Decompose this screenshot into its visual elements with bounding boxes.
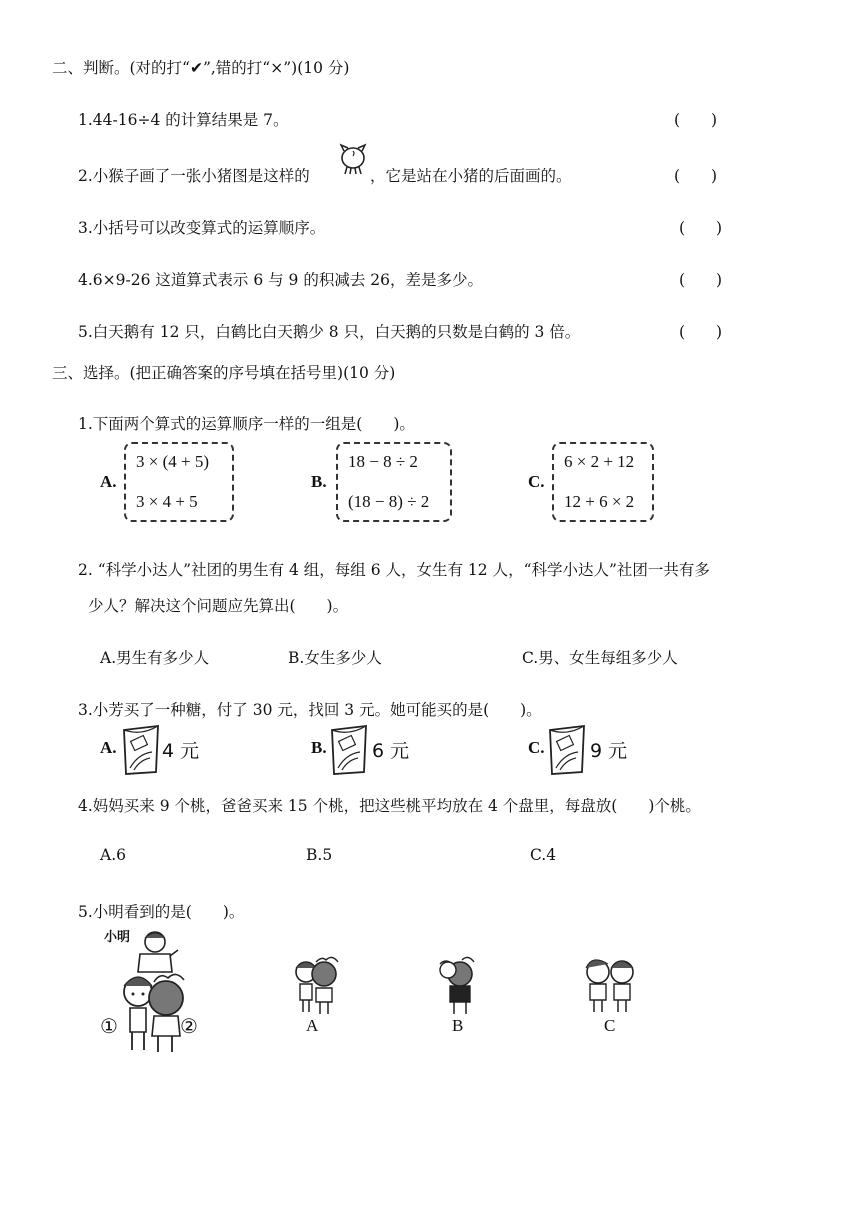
- marker-1: ①: [100, 1014, 118, 1038]
- section3-heading: 三、选择。(把正确答案的序号填在括号里)(10 分): [52, 364, 396, 382]
- judge-item-3: 3.小括号可以改变算式的运算顺序。: [78, 219, 326, 237]
- candy-bag-icon: [546, 724, 588, 776]
- choice-q2-line2: 少人？解决这个问题应先算出( )。: [88, 597, 349, 615]
- q3-option-c-price: 9 元: [590, 740, 628, 762]
- q2-option-c[interactable]: C.男、女生每组多少人: [522, 649, 678, 667]
- answer-paren-2[interactable]: ( ): [674, 167, 718, 185]
- candy-bag-icon: [328, 724, 370, 776]
- answer-paren-5[interactable]: ( ): [679, 323, 723, 341]
- judge-item-1: 1.44-16÷4 的计算结果是 7。: [78, 111, 289, 129]
- q4-option-c[interactable]: C.4: [530, 846, 557, 864]
- q3-option-c-label[interactable]: C.: [528, 738, 545, 757]
- choice-q3-text: 3.小芳买了一种糖，付了 30 元，找回 3 元。她可能买的是( )。: [78, 701, 542, 719]
- q2-option-b[interactable]: B.女生多少人: [288, 649, 382, 667]
- observer-label: 小明: [104, 930, 131, 945]
- view-option-a-illustration[interactable]: [288, 954, 348, 1016]
- candy-bag-icon: [120, 724, 162, 776]
- view-option-c-caption[interactable]: C: [604, 1016, 616, 1035]
- judge-item-5: 5.白天鹅有 12 只，白鹤比白天鹅少 8 只，白天鹅的只数是白鹤的 3 倍。: [78, 323, 581, 341]
- view-option-b-illustration[interactable]: [432, 954, 484, 1016]
- q1-option-b-bottom: (18 − 8) ÷ 2: [348, 492, 430, 511]
- answer-paren-1[interactable]: ( ): [674, 111, 718, 129]
- view-option-c-illustration[interactable]: [580, 954, 642, 1016]
- judge-item-2b: ，它是站在小猪的后面画的。: [370, 167, 572, 185]
- choice-q5-text: 5.小明看到的是( )。: [78, 903, 245, 921]
- q1-option-c-bottom: 12 + 6 × 2: [564, 492, 635, 511]
- q1-option-a-box[interactable]: [124, 442, 234, 522]
- q3-option-b-price: 6 元: [372, 740, 410, 762]
- q1-option-a-top: 3 × (4 + 5): [136, 452, 209, 471]
- q1-option-b-label[interactable]: B.: [311, 472, 327, 491]
- marker-2: ②: [180, 1014, 198, 1038]
- q1-option-c-box[interactable]: [552, 442, 654, 522]
- choice-q4-text: 4.妈妈买来 9 个桃，爸爸买来 15 个桃，把这些桃平均放在 4 个盘里，每盘放( )个桃。: [78, 797, 701, 815]
- choice-q2-line1: 2. “科学小达人”社团的男生有 4 组，每组 6 人，女生有 12 人，“科学小达人”社团一共有多: [78, 561, 710, 579]
- q3-option-a-price: 4 元: [162, 740, 200, 762]
- view-option-a-caption[interactable]: A: [306, 1016, 319, 1035]
- section2-heading: 二、判断。(对的打“✔”,错的打“×”)(10 分): [52, 59, 350, 77]
- q1-option-a-bottom: 3 × 4 + 5: [136, 492, 198, 511]
- judge-item-2a: 2.小猴子画了一张小猪图是这样的: [78, 167, 310, 185]
- q3-option-b-label[interactable]: B.: [311, 738, 327, 757]
- q1-option-c-top: 6 × 2 + 12: [564, 452, 635, 471]
- q4-option-a[interactable]: A.6: [100, 846, 126, 864]
- q1-option-b-top: 18 − 8 ÷ 2: [348, 452, 418, 471]
- q3-option-a-label[interactable]: A.: [100, 738, 117, 757]
- answer-paren-4[interactable]: ( ): [679, 271, 723, 289]
- choice-q1-text: 1.下面两个算式的运算顺序一样的一组是( )。: [78, 415, 415, 433]
- view-option-b-caption[interactable]: B: [452, 1016, 464, 1035]
- q1-option-c-label[interactable]: C.: [528, 472, 545, 491]
- answer-paren-3[interactable]: ( ): [679, 219, 723, 237]
- q4-option-b[interactable]: B.5: [306, 846, 333, 864]
- judge-item-4: 4.6×9-26 这道算式表示 6 与 9 的积减去 26，差是多少。: [78, 271, 483, 289]
- q2-option-a[interactable]: A.男生有多少人: [100, 649, 210, 667]
- q1-option-a-label[interactable]: A.: [100, 472, 117, 491]
- pig-back-icon: [338, 142, 368, 176]
- q1-option-b-box[interactable]: [336, 442, 452, 522]
